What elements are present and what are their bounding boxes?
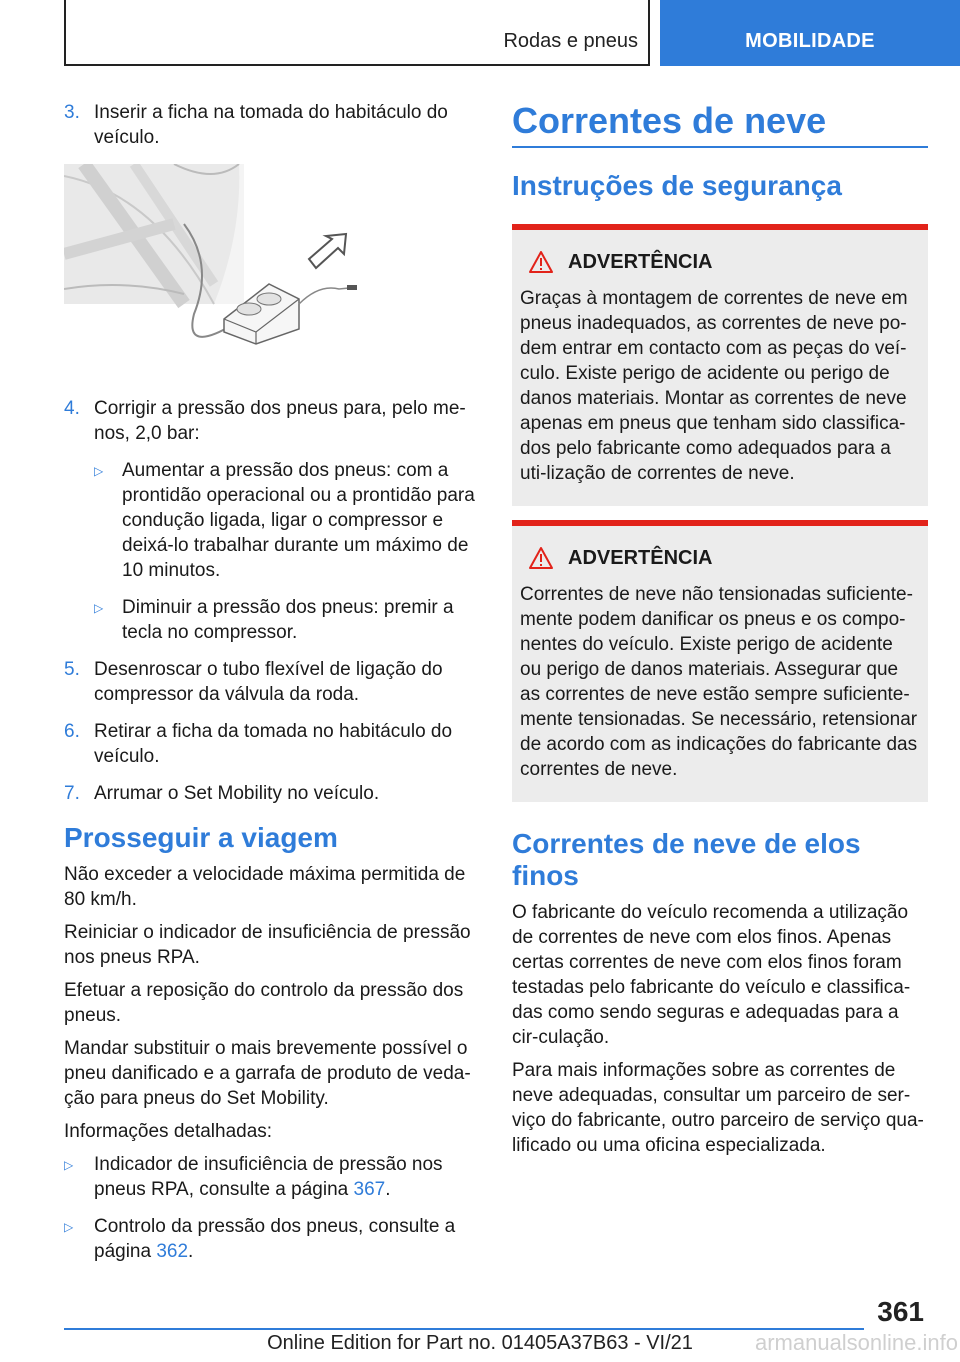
step-4-sub-2 <box>64 595 476 645</box>
header-section-title: Rodas e pneus <box>503 30 638 52</box>
paragraph: Mandar substituir o mais brevemente possível o pneu danificado e a garrafa de produto de veda-ção para pneus do Set Mobility. <box>64 1038 471 1109</box>
left-column <box>64 100 476 1276</box>
section-heading: Correntes de neve de elos finos <box>512 828 861 891</box>
reference-item <box>64 1214 476 1264</box>
warning-title <box>520 250 920 274</box>
reference-text <box>94 1214 476 1264</box>
triangle-bullet-icon: ▷ <box>94 601 104 615</box>
paragraph: Não exceder a velocidade máxima permitida de 80 km/h. <box>64 864 466 910</box>
triangle-bullet-icon: ▷ <box>64 1158 74 1172</box>
step-number: 5. <box>64 659 80 680</box>
step-text: Arrumar o Set Mobility no veículo. <box>94 783 380 804</box>
warning-label: ADVERTÊNCIA <box>568 250 713 273</box>
section-heading: Prosseguir a viagem <box>64 822 338 853</box>
reference-label: Indicador de insuficiência de pressão nos pneus RPA, consulte a página <box>94 1154 443 1200</box>
step-number: 7. <box>64 783 80 804</box>
watermark: armanualsonline.info <box>754 1330 958 1355</box>
paragraph: Efetuar a reposição do controlo da pressão dos pneus. <box>64 980 464 1026</box>
warning-label: ADVERTÊNCIA <box>568 546 713 569</box>
right-column <box>512 100 928 1158</box>
footer-edition: Online Edition for Part no. 01405A37B63 - VI/21 <box>267 1332 693 1354</box>
page-link[interactable]: 367 <box>353 1179 386 1200</box>
step-number: 4. <box>64 398 80 419</box>
step-text: Retirar a ficha da tomada no habitáculo do veículo. <box>94 721 453 767</box>
paragraph: O fabricante do veículo recomenda a utilização de correntes de neve com elos finos. Apenas certas correntes de neve com elos finos foram testadas pelo fabricante do veículo e classifica-das como sendo seguras e adequadas para a cir-culação. <box>512 902 911 1048</box>
header-divider <box>648 0 650 66</box>
step-7 <box>64 781 476 806</box>
title-rule <box>512 146 928 148</box>
compressor-figure <box>64 164 476 374</box>
header-chapter-tab[interactable]: MOBILIDADE <box>660 0 960 66</box>
sub-text: Diminuir a pressão dos pneus: premir a tecla no compressor. <box>122 597 454 643</box>
header-bottom-line <box>64 64 648 66</box>
reference-end: . <box>385 1179 391 1200</box>
warning-text: Graças à montagem de correntes de neve em pneus inadequados, as correntes de neve po-dem entrar em contacto com as peças do veí-culo. Existe perigo de acidente ou perigo de danos materiais. Montar as correntes de neve apenas em pneus que tenham sido classifica-dos pelo fabricante como adequados para a uti-lização de correntes de neve. <box>520 288 908 484</box>
page-number: 361 <box>877 1296 924 1327</box>
step-text: Corrigir a pressão dos pneus para, pelo me-nos, 2,0 bar: <box>94 398 466 444</box>
warning-box <box>512 224 928 506</box>
step-3 <box>64 100 476 150</box>
step-4 <box>64 396 476 446</box>
warning-title <box>520 546 920 570</box>
reference-text <box>94 1152 476 1202</box>
page-title: Correntes de neve <box>512 100 827 141</box>
warning-triangle-icon <box>528 546 554 570</box>
page-header <box>0 0 960 66</box>
warning-box <box>512 520 928 802</box>
step-text: Inserir a ficha na tomada do habitáculo do veículo. <box>94 102 448 148</box>
reference-label: Controlo da pressão dos pneus, consulte a página <box>94 1216 456 1262</box>
step-6 <box>64 719 476 769</box>
compressor-illustration <box>64 164 476 374</box>
step-number: 6. <box>64 721 80 742</box>
triangle-bullet-icon: ▷ <box>64 1220 74 1234</box>
triangle-bullet-icon: ▷ <box>94 464 104 478</box>
paragraph: Para mais informações sobre as correntes de neve adequadas, consultar um parceiro de ser-viço do fabricante, outro parceiro de serviço qua-lificado ou uma oficina especializada. <box>512 1060 924 1156</box>
warning-text: Correntes de neve não tensionadas suficiente-mente podem danificar os pneus e os compo-nentes do veículo. Existe perigo de acidente ou perigo de danos materiais. Assegurar que as correntes de neve estão sempre suficiente-mente tensionadas. Se necessário, retensionar de acordo com as indicações do fabricante das correntes de neve. <box>520 584 918 780</box>
reference-item <box>64 1152 476 1202</box>
warning-triangle-icon <box>528 250 554 274</box>
step-5 <box>64 657 476 707</box>
paragraph: Reiniciar o indicador de insuficiência de pressão nos pneus RPA. <box>64 922 471 968</box>
step-4-sub-1 <box>64 458 476 583</box>
section-heading: Instruções de segurança <box>512 170 842 201</box>
sub-text: Aumentar a pressão dos pneus: com a prontidão operacional ou a prontidão para condução ligada, ligar o compressor e deixá-lo trabalhar durante um máximo de 10 minutos. <box>122 460 475 581</box>
header-left-line <box>64 0 66 66</box>
footer-rule <box>64 1328 864 1330</box>
page-link[interactable]: 362 <box>156 1241 189 1262</box>
reference-end: . <box>188 1241 194 1262</box>
step-text: Desenroscar o tubo flexível de ligação do compressor da válvula da roda. <box>94 659 443 705</box>
step-number: 3. <box>64 102 80 123</box>
paragraph: Informações detalhadas: <box>64 1121 273 1142</box>
